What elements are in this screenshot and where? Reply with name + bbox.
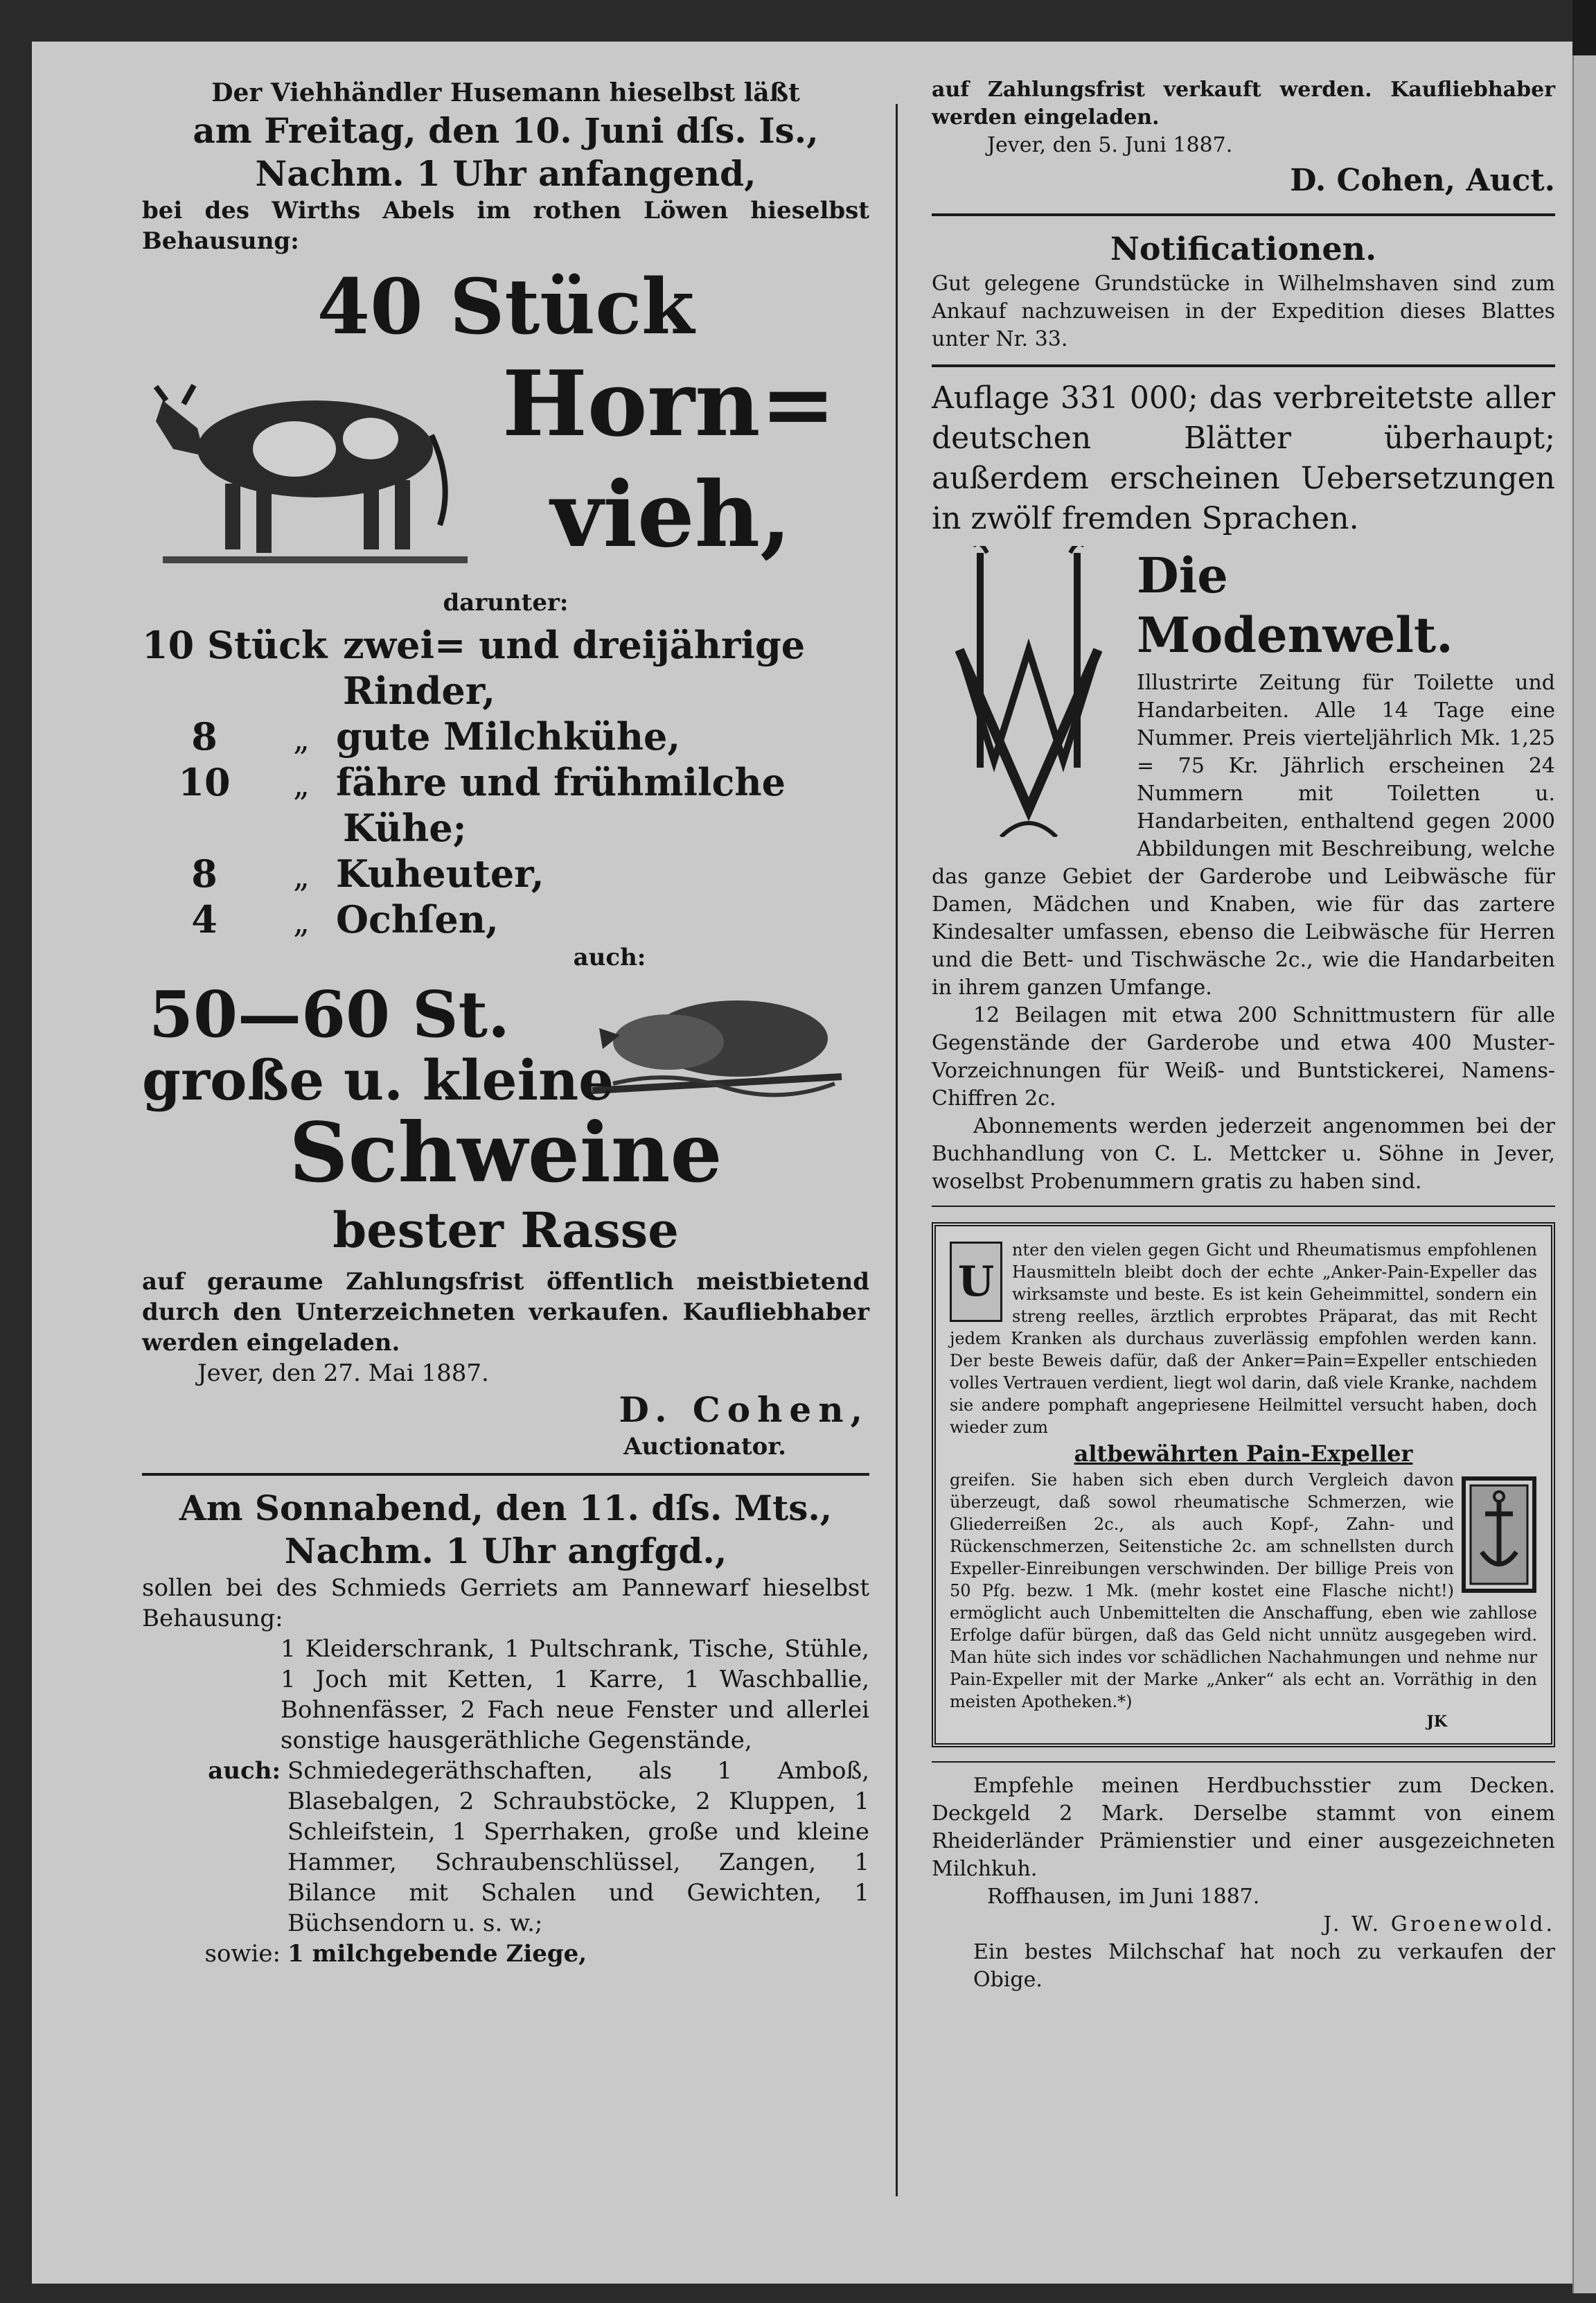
page-edge-dark xyxy=(1572,0,1596,55)
modenwelt-auflage: Auflage 331 000; das verbreitetste aller deutschen Blätter überhaupt; außerdem erscheinen Uebersetzungen in zwölf fremden Sprachen. xyxy=(932,380,1555,536)
pain-expeller-ad xyxy=(932,1222,1555,1747)
notif-title: Notificationen. xyxy=(1110,230,1377,267)
ad1-place-date: Jever, den 27. Mai 1887. xyxy=(197,1359,489,1387)
ad1-pigs-word: Schweine xyxy=(289,1104,722,1201)
divider xyxy=(932,1761,1555,1763)
ad1-pigs-block xyxy=(142,973,869,1113)
ad1-signature-title: Auctionator. xyxy=(623,1433,786,1461)
ad1-headline-word2: vieh, xyxy=(551,461,792,567)
modenwelt-body1: Illustrirte Zeitung für Toilette und Handarbeiten. Alle 14 Tage eine Nummer. Preis vierteljährlich Mk. 1,25 = 75 Kr. Jährlich erscheinen 24 Nummern mit Toiletten u. Handarbeiten, enthaltend gegen 2000 Abbildungen mit Beschreibung, welche das ganze Gebiet der Garderobe und Leibwäsche für Damen, Mädchen und Knaben, wie für das zartere Kindesalter umfassen, ebenso die Leibwäsche für Herren und die Bett- und Tischwäsche 2c., wie die Handarbeiten in ihrem ganzen Umfange. xyxy=(932,671,1555,1000)
ad1-intro: Der Viehhändler Husemann hieselbst läßt xyxy=(211,78,800,107)
ad2-time-line: Nachm. 1 Uhr angfgd., xyxy=(284,1530,727,1571)
ad1-headline-word1: Horn= xyxy=(502,351,836,457)
ad1-date-line: am Freitag, den 10. Juni dſs. Is., xyxy=(193,110,819,151)
ad2-sowie-row xyxy=(142,1939,869,1969)
left-column xyxy=(142,76,869,1969)
ad1-auch: auch: xyxy=(573,944,646,971)
cont-text: auf Zahlungsfrist verkauft werden. Kaufliebhaber werden eingeladen. xyxy=(932,78,1555,130)
cow-illustration-icon xyxy=(135,352,481,574)
ad2-date-line: Am Sonnabend, den 11. dſs. Mts., xyxy=(179,1488,833,1528)
modenwelt-ad xyxy=(932,546,1555,1002)
ad1-signature: D. Cohen, xyxy=(619,1389,869,1430)
pain-center-line: altbewährten Pain-Expeller xyxy=(1074,1440,1413,1467)
modenwelt-title: Die Modenwelt. xyxy=(1137,547,1453,664)
pain-initial: U xyxy=(950,1242,1002,1322)
ad1-pigs-line: große u. kleine xyxy=(142,1048,614,1113)
divider xyxy=(932,213,1555,216)
ad1-headline-count: 40 Stück xyxy=(317,262,695,351)
ad2-intro: sollen bei des Schmieds Gerriets am Pannewarf hieselbst Behausung: xyxy=(142,1574,869,1632)
list-item: 10 „ fähre und frühmilche xyxy=(178,760,786,804)
pain-paragraph2: greifen. Sie haben sich eben durch Vergleich davon überzeugt, daß sowol rheumatische Schmerzen, wie Gliederreißen 2c., als auch Kopf-, Zahn- und Rückenschmerzen, Seitenstiche 2c. am schnellsten durch Expeller-Einreibungen verschwinden. Der billige Preis von 50 Pfg. bezw. 1 Mk. (mehr kostet eine Flasche nicht!) ermöglicht auch Unbemittelten die Anschaffung, eben wie zahllose Erfolge dafür bürgen, daß das Geld nicht unnütz ausgegeben wird. Man hüte sich indes vor schädlichen Nachahmungen und nehme nur Pain-Expeller mit der Marke „Anker“ als echt an. Vorräthig in den meisten Apotheken.*) xyxy=(950,1470,1537,1711)
list-item: Rinder, xyxy=(343,669,496,713)
cont-place-date: Jever, den 5. Juni 1887. xyxy=(987,133,1233,157)
cont-signature: D. Cohen, Auct. xyxy=(1290,163,1555,198)
stier-extra: Ein bestes Milchschaf hat noch zu verkaufen der Obige. xyxy=(973,1940,1555,1992)
ad2-items: 1 Kleiderschrank, 1 Pultschrank, Tische, Stühle, 1 Joch mit Ketten, 1 Karre, 1 Waschballie, Bohnenfässer, 2 Fach neue Fenster und allerlei sonstige hausgeräthliche Gegenstände, xyxy=(281,1635,869,1754)
ad2-auch-label: auch: xyxy=(208,1757,281,1785)
anchor-trademark-icon xyxy=(1461,1476,1537,1594)
list-item: 4 „ Ochſen, xyxy=(191,897,499,942)
list-item: 8 „ gute Milchkühe, xyxy=(191,714,681,759)
pain-paragraph1: nter den vielen gegen Gicht und Rheumatismus empfohlenen Hausmitteln bleibt doch der echte „Anker-Pain-Expeller das wirksamste und beste. Es ist kein Geheimmittel, sondern ein streng reelles, ärztlich erprobtes Präparat, das mit Recht jedem Kranken als durchaus zuverlässig empfohlen werden kann. Der beste Beweis dafür, daß der Anker=Pain=Expeller entschieden volles Vertrauen verdient, liegt wol darin, daß viele Kranke, nachdem sie andere pomphaft angepriesene Heilmittel versucht haben, doch wieder zum xyxy=(950,1240,1537,1437)
pain-lower xyxy=(950,1469,1537,1713)
list-item: 10 Stück zwei= und dreijährige xyxy=(142,623,806,667)
ad1-pigs-count: 50—60 St. xyxy=(149,977,511,1052)
ad1-place-line: bei des Wirths Abels im rothen Löwen hieselbst Behausung: xyxy=(142,197,869,255)
ad1-pigs-quality: bester Rasse xyxy=(332,1201,679,1259)
adjacent-page-strip xyxy=(1572,55,1596,2293)
ad2-auch-row xyxy=(142,1756,869,1939)
right-column xyxy=(932,76,1555,1994)
ad1-cattle-block xyxy=(142,352,869,581)
modenwelt-body2: 12 Beilagen mit etwa 200 Schnittmustern für alle Gegenstände der Garderobe und etwa 400 Muster-Vorzeichnungen für Weiß- und Buntstickerei, Namens-Chiffren 2c. xyxy=(932,1003,1555,1111)
pigs-illustration-icon xyxy=(585,973,849,1097)
modenwelt-body3: Abonnements werden jederzeit angenommen bei der Buchhandlung von C. L. Mettcker u. Söhne in Jever, woselbst Probenummern gratis zu haben sind. xyxy=(932,1114,1555,1194)
ad2-sowie-text: 1 milchgebende Ziege, xyxy=(287,1940,587,1968)
pain-mark: JK xyxy=(1426,1713,1447,1731)
divider xyxy=(932,364,1555,367)
divider xyxy=(932,1206,1555,1207)
ad1-terms: auf geraume Zahlungsfrist öffentlich meistbietend durch den Unterzeichneten verkaufen. Kaufliebhaber werden eingeladen. xyxy=(142,1268,869,1357)
stier-place-date: Roffhausen, im Juni 1887. xyxy=(987,1885,1260,1909)
ad1-items-list xyxy=(142,622,869,942)
ad2-sowie-label: sowie: xyxy=(204,1940,281,1968)
list-item: Kühe; xyxy=(343,806,467,850)
ad1-time-line: Nachm. 1 Uhr anfangend, xyxy=(255,153,756,194)
list-item: 8 „ Kuheuter, xyxy=(191,852,544,896)
stier-text: Empfehle meinen Herdbuchsstier zum Decken. Deckgeld 2 Mark. Derselbe stammt von einem Rheiderländer Prämienstier und einer ausgezeichneten Milchkuh. xyxy=(932,1774,1555,1881)
stier-signature: J. W. Groenewold. xyxy=(1323,1912,1555,1936)
notif-text: Gut gelegene Grundstücke in Wilhelmshaven sind zum Ankauf nachzuweisen in der Expedition dieses Blattes unter Nr. 33. xyxy=(932,272,1555,351)
column-divider xyxy=(896,104,898,2196)
modenwelt-monogram-icon xyxy=(932,546,1126,837)
ad1-darunter: darunter: xyxy=(443,589,569,617)
ad2-auch-text: Schmiedegeräthschaften, als 1 Amboß, Blasebalgen, 2 Schraubstöcke, 2 Kluppen, 1 Schleifstein, 1 Sperrhaken, große und kleine Hammer, Schraubenschlüssel, Zangen, 1 Bilance mit Schalen und Gewichten, 1 Büchsendorn u. s. w.; xyxy=(287,1757,869,1937)
divider xyxy=(142,1473,869,1476)
